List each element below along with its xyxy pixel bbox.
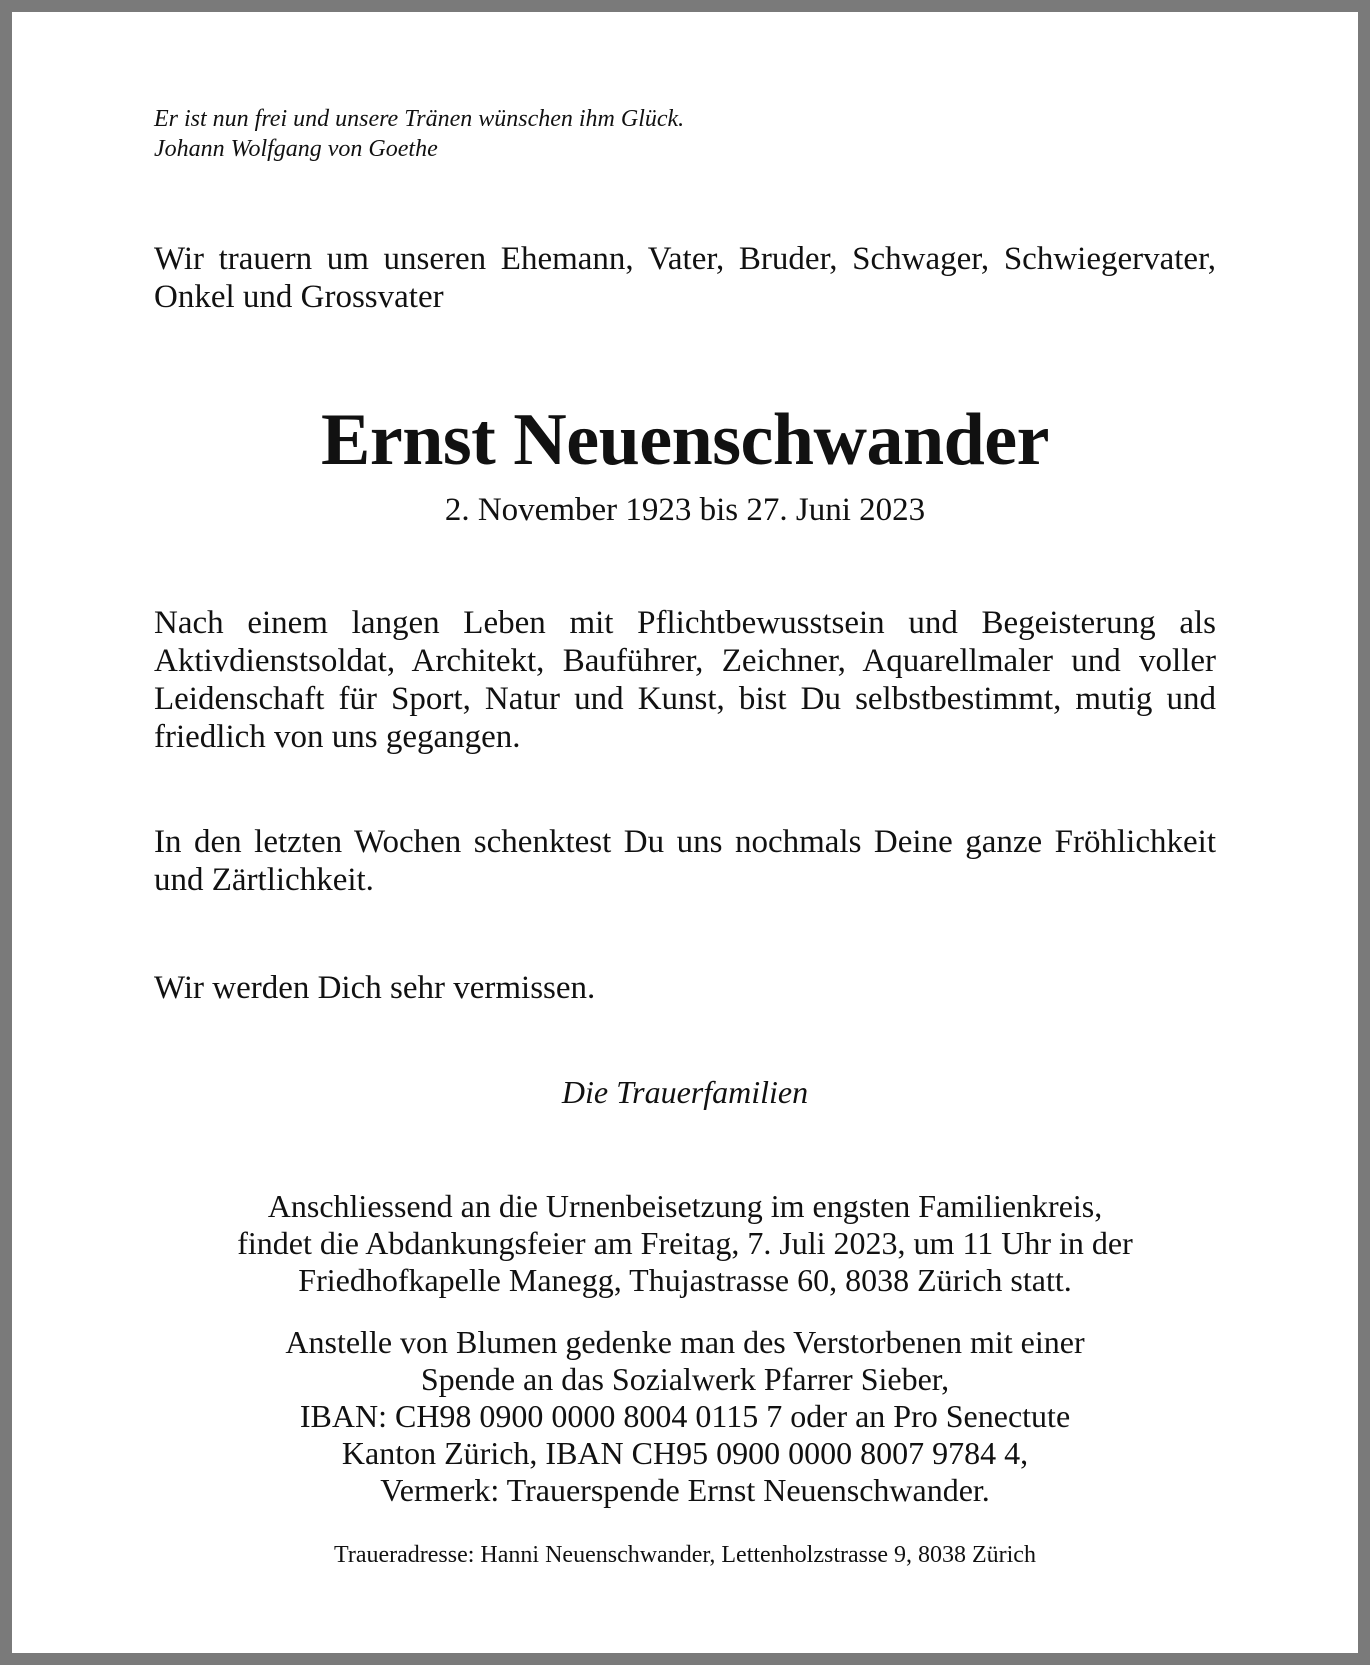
ceremony-line: Friedhofkapelle Manegg, Thujastrasse 60, 8038 Zürich statt. bbox=[298, 1262, 1072, 1298]
paragraph-miss: Wir werden Dich sehr vermissen. bbox=[154, 970, 596, 1006]
signature: Die Trauerfamilien bbox=[561, 1074, 809, 1110]
intro-text: Wir trauern um unseren Ehemann, Vater, Bruder, Schwager, Schwiegervater, Onkel und Grossvater bbox=[154, 241, 1216, 315]
life-dates: 2. November 1923 bis 27. Juni 2023 bbox=[444, 492, 926, 528]
paragraph-life: Nach einem langen Leben mit Pflichtbewusstsein und Begeisterung als Aktivdienstsoldat, Architekt, Bauführer, Zeichner, Aquarellmaler und voller Leidenschaft für Sport, Natur und Kunst, bist Du selbstbestimmt, mutig und friedlich von uns gegangen. bbox=[154, 605, 1216, 755]
donation-line: Anstelle von Blumen gedenke man des Verstorbenen mit einer bbox=[285, 1324, 1085, 1360]
deceased-name: Ernst Neuenschwander bbox=[321, 399, 1049, 481]
donation-line: IBAN: CH98 0900 0000 8004 0115 7 oder an Pro Senectute bbox=[299, 1398, 1071, 1434]
obituary-page bbox=[12, 12, 1358, 1653]
quote bbox=[154, 104, 1216, 164]
donation-line: Kanton Zürich, IBAN CH95 0900 0000 8007 9784 4, bbox=[341, 1435, 1029, 1471]
quote-text: Er ist nun frei und unsere Tränen wünschen ihm Glück. bbox=[154, 106, 685, 132]
donation-line: Spende an das Sozialwerk Pfarrer Sieber, bbox=[420, 1361, 950, 1397]
paragraph-last-weeks: In den letzten Wochen schenktest Du uns nochmals Deine ganze Fröhlichkeit und Zärtlichkeit. bbox=[154, 824, 1216, 898]
ceremony-info bbox=[154, 1188, 1216, 1299]
ceremony-line: Anschliessend an die Urnenbeisetzung im engsten Familienkreis, bbox=[267, 1188, 1103, 1224]
mourning-address: Traueradresse: Hanni Neuenschwander, Lettenholzstrasse 9, 8038 Zürich bbox=[334, 1542, 1036, 1568]
ceremony-line: findet die Abdankungsfeier am Freitag, 7. Juli 2023, um 11 Uhr in der bbox=[237, 1225, 1133, 1261]
donation-line: Vermerk: Trauerspende Ernst Neuenschwander. bbox=[380, 1472, 990, 1508]
donation-info bbox=[154, 1324, 1216, 1509]
quote-author: Johann Wolfgang von Goethe bbox=[154, 136, 438, 162]
